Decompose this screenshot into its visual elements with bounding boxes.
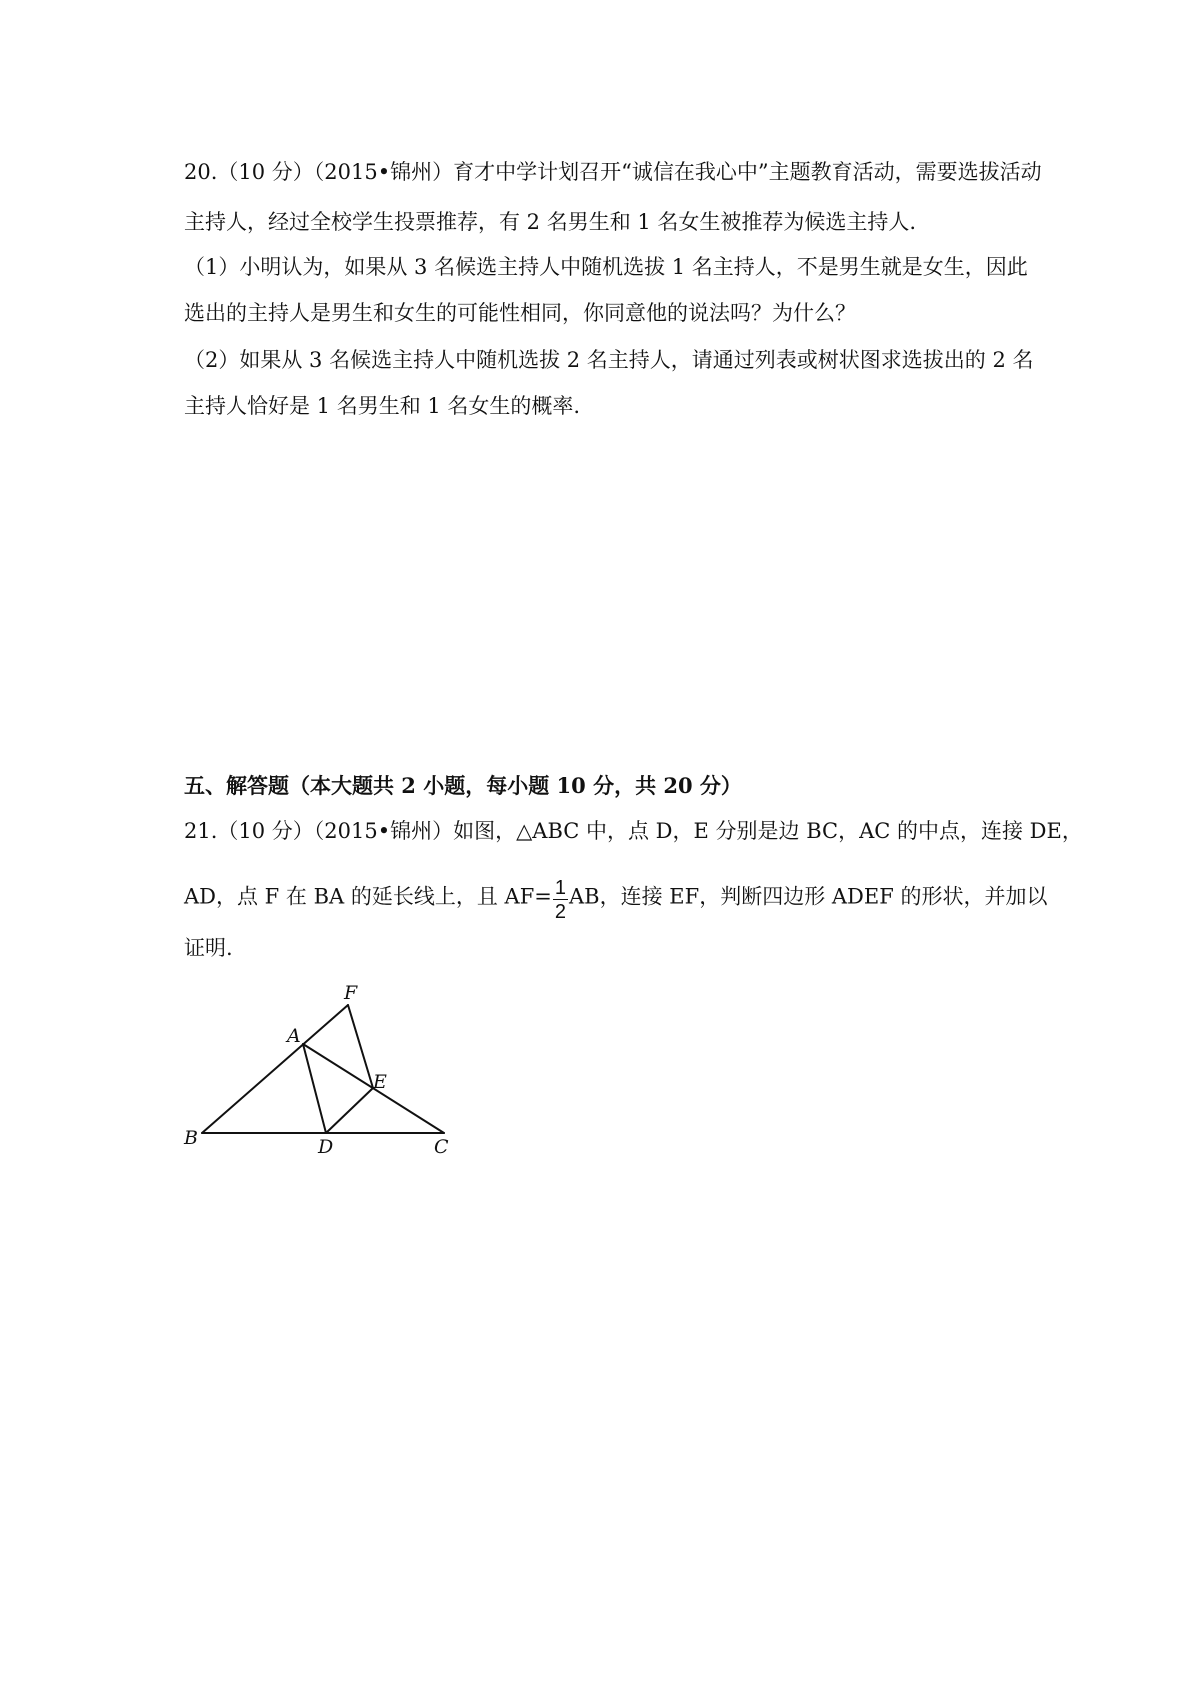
label-F: F xyxy=(344,982,358,1004)
q20-part1-line-1: （1）小明认为，如果从 3 名候选主持人中随机选拔 1 名主持人，不是男生就是女生，因此 xyxy=(184,255,1028,279)
label-E: E xyxy=(373,1071,387,1093)
fraction-numerator: 1 xyxy=(554,877,567,899)
q20-part2-line-1: （2）如果从 3 名候选主持人中随机选拔 2 名主持人，请通过列表或树状图求选拔出的 2 名 xyxy=(184,348,1034,372)
geometry-figure xyxy=(176,975,466,1155)
q21-line-2 xyxy=(184,876,1048,923)
label-C: C xyxy=(434,1136,449,1155)
segment-BF xyxy=(202,1005,348,1133)
label-B: B xyxy=(184,1127,198,1149)
label-A: A xyxy=(287,1025,301,1047)
label-D: D xyxy=(318,1136,334,1155)
q20-part1-line-2: 选出的主持人是男生和女生的可能性相同，你同意他的说法吗？为什么？ xyxy=(184,301,856,325)
segment-DE xyxy=(326,1088,373,1133)
triangle-diagram xyxy=(176,975,466,1155)
q21-line-3: 证明. xyxy=(184,936,233,960)
section-heading: 五、解答题（本大题共 2 小题，每小题 10 分，共 20 分） xyxy=(184,773,742,798)
fraction-denominator: 2 xyxy=(554,901,567,923)
q20-part2-line-2: 主持人恰好是 1 名男生和 1 名女生的概率. xyxy=(184,394,581,418)
fraction-one-half xyxy=(553,878,568,922)
q20-line-2: 主持人，经过全校学生投票推荐，有 2 名男生和 1 名女生被推荐为候选主持人. xyxy=(184,210,917,234)
q20-line-1: 20.（10 分）（2015•锦州）育才中学计划召开“诚信在我心中”主题教育活动，需要选拔活动 xyxy=(184,160,1042,184)
q21-line-2-after: AB，连接 EF，判断四边形 ADEF 的形状，并加以 xyxy=(569,884,1048,909)
q21-line-2-before: AD，点 F 在 BA 的延长线上，且 AF= xyxy=(184,884,552,909)
q21-line-1: 21.（10 分）（2015•锦州）如图，△ABC 中，点 D，E 分别是边 BC，AC 的中点，连接 DE， xyxy=(184,819,1083,843)
